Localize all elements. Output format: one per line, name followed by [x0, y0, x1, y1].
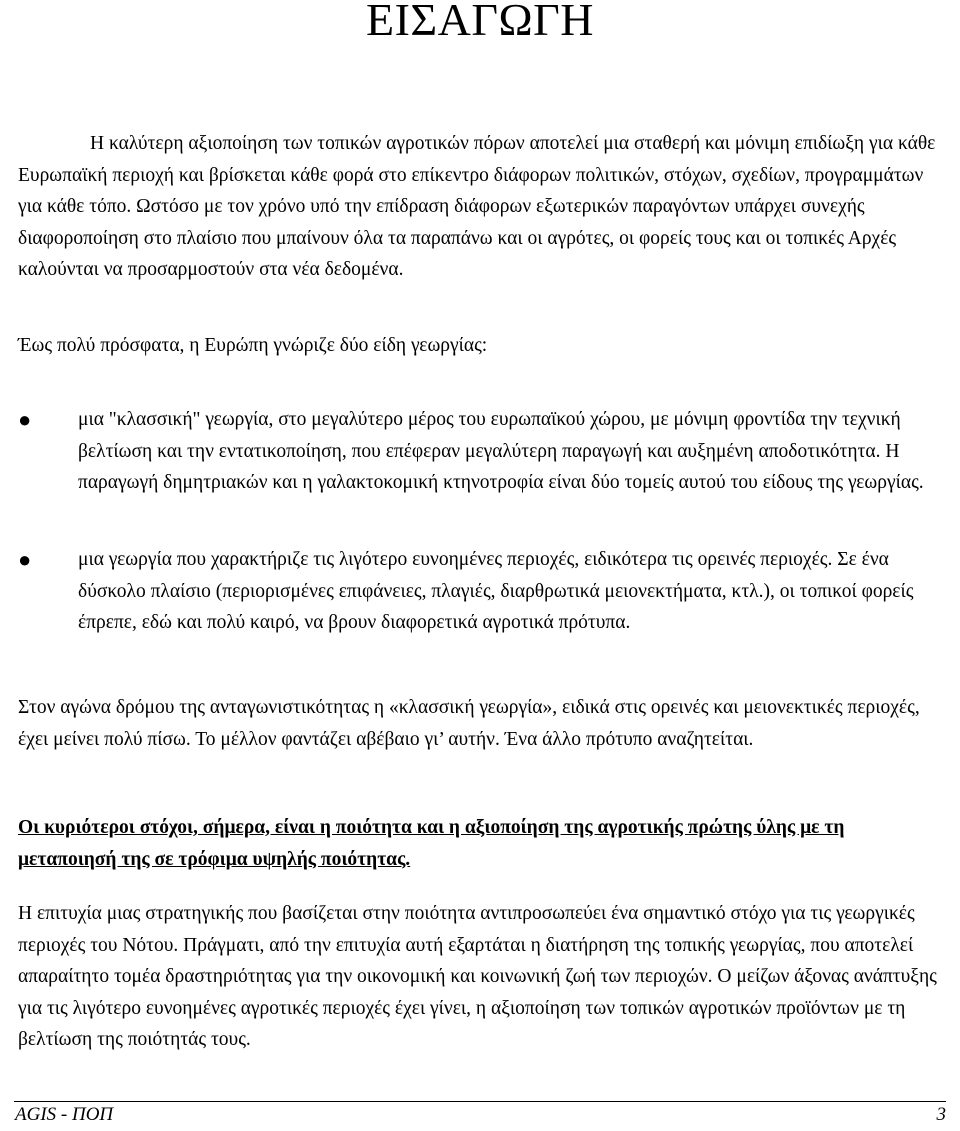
page-number: 3	[936, 1104, 946, 1125]
footer-divider	[14, 1101, 946, 1102]
bullet-icon: ●	[18, 547, 32, 572]
strategy-paragraph: Η επιτυχία μιας στρατηγικής που βασίζεται στην ποιότητα αντιπροσωπεύει ένα σημαντικό στόχο για τις γεωργικές περιοχές του Νότου. Πράγματι, από την επιτυχία αυτή εξαρτάται η διατήρηση της τοπικής γεωργίας, που αποτελεί απαραίτητο τομέα δραστηριότητας για την οικονομική και κοινωνική ζωή των περιοχών. Ο μείζων άξονας ανάπτυξης για τις λιγότερο ευνοημένες αγροτικές περιοχές έχει γίνει, η αξιοποίηση των τοπικών αγροτικών προϊόντων με τη βελτίωση της ποιότητάς τους.	[18, 903, 937, 1050]
agriculture-types-intro: Έως πολύ πρόσφατα, η Ευρώπη γνώριζε δύο είδη γεωργίας:	[18, 335, 488, 356]
bullet-text-mountain: μια γεωργία που χαρακτήριζε τις λιγότερο ευνοημένες περιοχές, ειδικότερα τις ορεινές περιοχές. Σε ένα δύσκολο πλαίσιο (περιορισμένες επιφάνειες, πλαγιές, διαρθρωτικά μειονεκτήματα, κτλ.), οι τοπικοί φορείς έπρεπε, εδώ και πολύ καιρό, να βρουν διαφορετικά αγροτικά πρότυπα.	[78, 549, 914, 633]
intro-paragraph: Η καλύτερη αξιοποίηση των τοπικών αγροτικών πόρων αποτελεί μια σταθερή και μόνιμη επιδίωξη για κάθε Ευρωπαϊκή περιοχή και βρίσκεται κάθε φορά στο επίκεντρο διάφορων πολιτικών, στόχων, σχεδίων, προγραμμάτων για κάθε τόπο. Ωστόσο με τον χρόνο υπό την επίδραση διάφορων εξωτερικών παραγόντων υπάρχει συνεχής διαφοροποίηση στο πλαίσιο που μπαίνουν όλα τα παραπάνω και οι αγρότες, οι φορείς τους και οι τοπικές Αρχές καλούνται να προσαρμοστούν στα νέα δεδομένα.	[18, 133, 936, 280]
bullet-text-classic: μια "κλασσική" γεωργία, στο μεγαλύτερο μέρος του ευρωπαϊκού χώρου, με μόνιμη φροντίδα την τεχνική βελτίωση και την εντατικοποίηση, που επέφεραν μεγαλύτερη παραγωγή και αυξημένη αποδοτικότητα. Η παραγωγή δημητριακών και η γαλακτοκομική κτηνοτροφία είναι δύο τομείς αυτού του είδους της γεωργίας.	[78, 409, 924, 493]
bullet-icon: ●	[18, 407, 32, 432]
main-goals-paragraph: Οι κυριότεροι στόχοι, σήμερα, είναι η ποιότητα και η αξιοποίηση της αγροτικής πρώτης ύλης με τη μεταποιησή της σε τρόφιμα υψηλής ποιότητας.	[18, 817, 845, 870]
page-title: ΕΙΣΑΓΩΓΗ	[365, 0, 594, 45]
competitiveness-paragraph: Στον αγώνα δρόμου της ανταγωνιστικότητας η «κλασσική γεωργία», ειδικά στις ορεινές και μειονεκτικές περιοχές, έχει μείνει πολύ πίσω. Το μέλλον φαντάζει αβέβαιο γι’ αυτήν. Ένα άλλο πρότυπο αναζητείται.	[18, 697, 920, 750]
footer-label: AGIS - ΠΟΠ	[15, 1104, 114, 1125]
